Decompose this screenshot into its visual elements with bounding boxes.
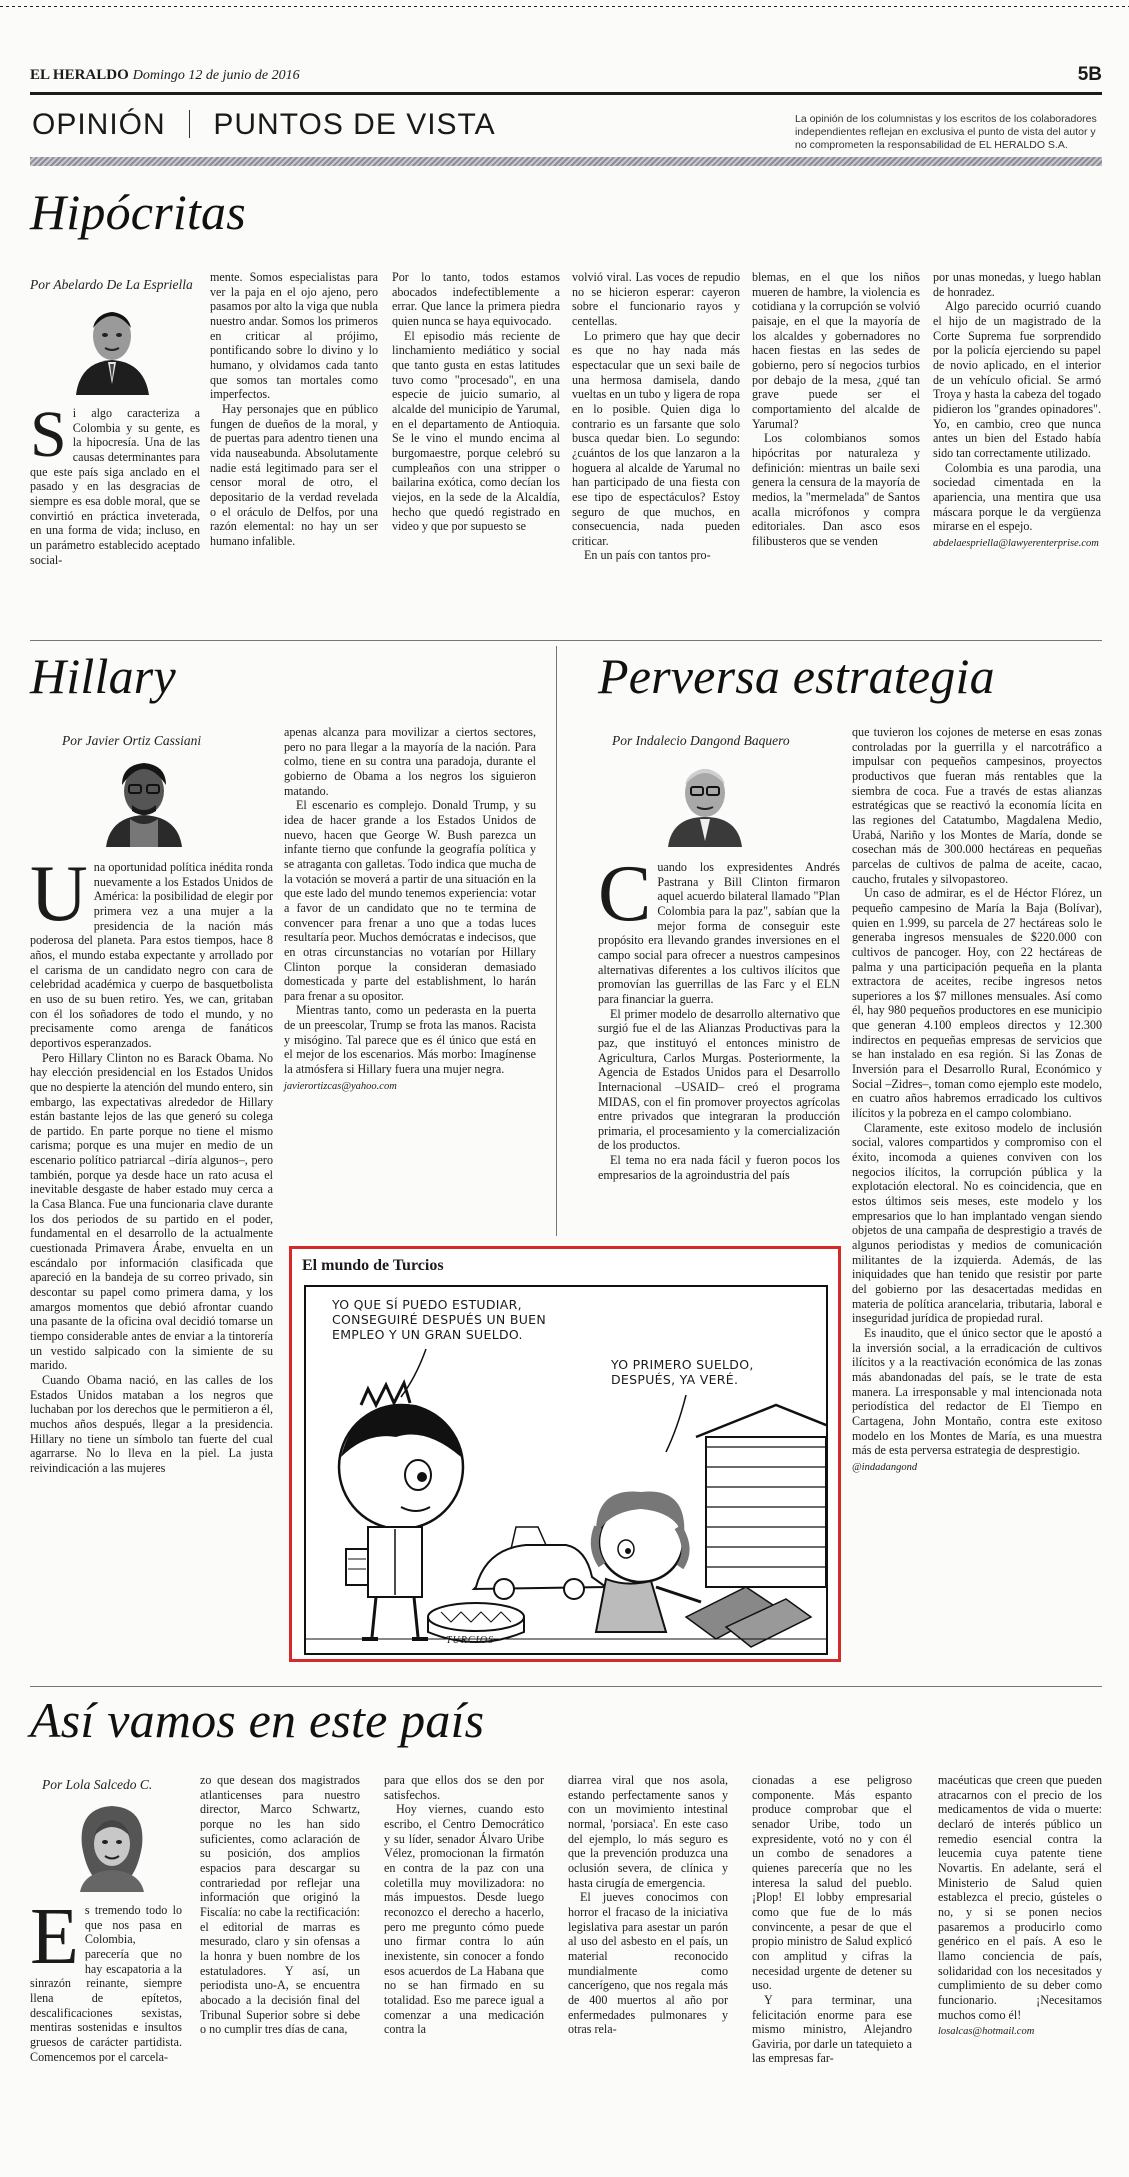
- column-hillary-2: [284, 725, 536, 1093]
- column-asi-6: [938, 1773, 1102, 2038]
- paragraph: diarrea viral que nos asola, estando perfectamente sanos y con un movimiento intestinal normal, 'porsiaca'. En este caso del ejemplo, lo más seguro es que la prevención produzca una oclusión severa, de clínica y hasta cirugía de emergencia.: [568, 1773, 728, 1890]
- headline-asi-vamos: Así vamos en este país: [30, 1692, 485, 1748]
- drop-cap: S: [30, 398, 67, 471]
- article-text: [938, 1773, 1102, 2022]
- cartoonist-signature: TURCIOS: [446, 1635, 495, 1646]
- article-text: [933, 270, 1101, 534]
- masthead: [30, 66, 300, 84]
- edition-date: Domingo 12 de junio de 2016: [132, 68, 300, 83]
- section-title: [32, 108, 496, 142]
- paragraph: Lo primero que hay que decir es que no hay nada más espectacular que un sexi baile de una hermosa damisela, dando vueltas en un tubo y ligera de ropa en lo posible. Quien diga lo contrario es un farsante que solo busca quedar bien. Lo segundo: ¿cuántos de los que lanzaron a la hoguera al alcalde de Yarumal no han participado de una fiesta con ese tipo de espectáculos? Estoy seguro de que muchos, en consecuencia, nada pueden criticar.: [572, 328, 740, 548]
- author-portrait-de-la-espriella: [70, 300, 155, 395]
- cartoon-drawing: [306, 1287, 826, 1653]
- article-text: i algo caracteriza a Colombia y su gente, es la hipocresía. Una de las causas determinantes para que este país siga anclado en el pasado y en las desgracias de siempre es esa doble moral, que se convirtió en práctica inveterada, en una forma de vida; incluso, en un parámetro establecido aceptado social-: [30, 406, 200, 567]
- headline-hillary: Hillary: [30, 648, 176, 704]
- paragraph: El tema no era nada fácil y fueron pocos los empresarios de la agroindustria del país: [598, 1153, 840, 1182]
- paragraph: por unas monedas, y luego hablan de honradez.: [933, 270, 1101, 299]
- author-email[interactable]: javierortizcas@yahoo.com: [284, 1080, 397, 1092]
- disclaimer: La opinión de los columnistas y los escritos de los colaboradores independientes reflejan en exclusiva el punto de vista del autor y no comprometen la responsabilidad de EL HERALDO S.A.: [795, 113, 1097, 151]
- byline-hillary: Por Javier Ortiz Cassiani: [62, 733, 202, 748]
- paragraph: Y para terminar, una felicitación enorme para ese mismo ministro, Alejandro Gaviria, por darle un tatequieto a las empresas far-: [752, 1992, 912, 2066]
- paragraph: Algo parecido ocurrió cuando el hijo de un magistrado de la Corte Suprema fue sorprendido por la policía ejerciendo su papel de novio aplicado, en el interior de un vehículo oficial. Se armó Troya y hasta la cabeza del togado pidieron los "grandes opinadores". Yo, en cambio, creo que nunca antes un bien del Estado había sido tan correctamente utilizado.: [933, 299, 1101, 460]
- newspaper-name: EL HERALDO: [30, 67, 129, 83]
- paragraph: El jueves conocimos con horror el fracaso de la iniciativa legislativa para asestar un parón al uso del asbesto en el país, un material reconocido mundialmente como cancerígeno, que nos regala más de 400 muertos al año por enfermedades pulmonares y otras rela-: [568, 1890, 728, 2037]
- author-portrait-salcedo: [68, 1800, 156, 1892]
- column-hipocritas-2: [210, 270, 378, 548]
- article-text: s tremendo todo lo que nos pasa en Colombia, parecería que no hay escapatoria a la sinrazón reinante, siempre llena de epítetos, descalificaciones sexistas, mentiras sostenidas e insultos gruesos de carácter partidista. Comencemos por el carcela-: [30, 1903, 182, 2064]
- masthead-rule: [30, 92, 1102, 95]
- article-text: [30, 850, 273, 1476]
- paragraph: El primer modelo de desarrollo alternativo que surgió fue el de las Alianzas Productivas para la paz, que instituyó el entonces ministro de Agricultura, Carlos Murgas. Posteriormente, la Agencia de Estados Unidos para el Desarrollo Internacional –USAID– creó el programa MIDAS, con el fin promover proyectos agrícolas entre privados que integraran la producción primaria, el procesamiento y la comercialización de los productos.: [598, 1006, 840, 1153]
- cartoon-title: El mundo de Turcios: [302, 1257, 444, 1274]
- paragraph: para que ellos dos se den por satisfechos.: [384, 1773, 544, 1802]
- paragraph: Hoy viernes, cuando esto escribo, el Centro Democrático y su líder, senador Álvaro Uribe Vélez, promocionan la firmatón en contra de la paz con una coletilla muy movilizadora: no más impuestos. Desde luego reconozco el derecho a hacerlo, pero me pregunto cómo puede uno firmar contra lo aún inexistente, sin conocer a fondo esos acuerdos de La Habana que no se han firmado en su totalidad. Eso me parece igual a comenzar a una medicación contra la: [384, 1802, 544, 2037]
- paragraph: Hay personajes que en público fungen de dueños de la moral, y de puertas para adentro tienen una vida nauseabunda. Absolutamente nadie está legitimado para ser el censor moral de otro, el depositario de la verdad revelada o el oráculo de Delfos, por una razón elemental: no hay un ser humano infalible.: [210, 401, 378, 548]
- author-portrait-ortiz-cassiani: [100, 755, 188, 847]
- subsection-name: PUNTOS DE VISTA: [213, 108, 496, 141]
- drop-cap: U: [30, 850, 88, 938]
- paragraph: zo que desean dos magistrados atlanticenses para nuestro director, Marco Schwartz, porque no les han sido suficientes, como aclaración de su posición, dos amplios espacios para descargar su contrariedad por reflejar una información que originó la Fiscalía: no cabe la rectificación: el editorial de marras es mesurado, claro y sin ofensas a la honra y buen nombre de los estatuladores. Y así, un periodista uno-A, se encuentra abocado a la decisión final del Tribunal Superior sobre si debe o no cumplir tres días de cana,: [200, 1773, 360, 2037]
- paragraph: El escenario es complejo. Donald Trump, y su idea de hacer grande a los Estados Unidos de nuevo, hacen que George W. Bush parezca un infante tierno que confunde la geografía política y se atraganta con galletas. Todo indica que mucha de la votación se moverá a partir de una situación en la que este lado del mundo tenemos experiencia: votar a favor de un candidato que no te termina de convencer para frenar a uno que a todas luces resultaría peor. Muchos demócratas e indecisos, que en otras circunstancias no votarían por Hillary Clinton porque la consideran demasiado domesticada y parte del establishment, lo harán para frenar a su opositor.: [284, 798, 536, 1003]
- paragraph: Colombia es una parodia, una sociedad cimentada en la apariencia, una mentira que usa máscara porque le da vergüenza mirarse en el espejo.: [933, 460, 1101, 534]
- section-band: [30, 157, 1102, 166]
- column-perversa-2: [852, 725, 1102, 1474]
- paragraph: Los colombianos somos hipócritas por naturaleza y definición: mientras un baile sexi genera la censura de la mayoría de medios, la "mermelada" de Santos acalla micrófonos y compra editoriales. Dan asco esos filibusteros que se venden: [752, 431, 920, 548]
- page-number: 5B: [1077, 64, 1102, 85]
- column-hillary-1: [30, 850, 273, 1476]
- cartoon-box: [289, 1246, 841, 1662]
- paragraph: macéuticas que creen que pueden atracarnos con el precio de los medicamentos de vida o muerte: declaró de interés público un remedio esencial contra la leucemia cuya patente tiene Novartis. En adelante, será el Ministerio de Salud quien establezca el precio, gústeles o no, y si se ponen necios pasaremos a producirlo como genérico en el país. A eso le llamo conciencia de país, solidaridad con los necesitados y cumplimiento de su deber como funcionario. ¡Necesitamos muchos como él!: [938, 1773, 1102, 2022]
- section-name: OPINIÓN: [32, 108, 166, 141]
- paragraph: volvió viral. Las voces de repudio no se hicieron esperar: cayeron sobre el funcionario rayos y centellas.: [572, 270, 740, 328]
- paragraph: na oportunidad política inédita ronda nuevamente a los Estados Unidos de América: la posibilidad de elegir por primera vez a una mujer a la presidencia de la nación más poderosa del planeta. Para estos tiempos, hace 8 años, el mundo estaba expectante y arrollado por el carisma de un candidato negro con cara de celebridad académica y cuerpo de basquetbolista en uso de su buen retiro. Yes, we can, gritaban con él los soñadores de todo el mundo, y no precisamente como arenga de fanáticos deportivos esperanzados.: [30, 860, 273, 1050]
- column-hipocritas-5: [752, 270, 920, 548]
- column-asi-5: [752, 1773, 912, 2066]
- paragraph: Pero Hillary Clinton no es Barack Obama. No hay elección presidencial en los Estados Unidos que no despierte la atención del mundo entero, sin embargo, las expectativas alrededor de Hillary están bastante lejos de las que generó su colega de partido. En parte porque no tiene el mismo carisma; porque es una mujer en medio de un escenario político patriarcal –diría algunos–, pero también, porque ya desde hace un rato acusa el inevitable desgaste de haber estado muy cerca a la Casa Blanca. Fue una funcionaria clave durante los dos periodos de su partido en el poder, fundamental en el desarrollo de la actualmente cuestionada Primavera Árabe, envuelta en un escándalo por información clasificada que apareció en la bandeja de su correo privado, sin descontar su papel como primera dama, y los amargos momentos que debió afrontar cuando una pasante de la oficina oval decidió tomarse un tiempo considerable antes de enviar a la tintorería un vestido salpicado con la simiente de su marido.: [30, 1050, 273, 1373]
- paragraph: Mientras tanto, como un pederasta en la puerta de un preescolar, Trump se frota las manos. Racista y misógino. Tal parece que es él único que está en el mejor de los escenarios. Más morbo: Imagínense la atmósfera si Hillary fuera una mujer negra.: [284, 1003, 536, 1077]
- paragraph: En un país con tantos pro-: [584, 548, 711, 563]
- section-divider: [189, 110, 190, 138]
- paragraph: mente. Somos especialistas para ver la paja en el ojo ajeno, pero pasamos por alto la viga que nubla nuestro andar. Somos los primeros en criticar al prójimo, pontificando sobre lo divino y lo humano, y olvidamos cada tanto que somos tan mortales como imperfectos.: [210, 270, 378, 402]
- paragraph: Claramente, este exitoso modelo de inclusión social, valores compartidos y compromiso con el éxito, incomoda a quienes conviven con los negocios ilícitos, la corrupción pública y la explotación electoral. No es coincidencia, que en estos últimos seis meses, este modelo y los empresarios que lo han implantado vengan siendo objetos de una campaña de desprestigio a través de algunos periodistas y medios de comunicación militantes de la izquierda. Además, de las iniquidades que han tenido que resistir por parte del gobierno por las desacertadas medidas en materia de política arancelaria, tributaria, laboral e inseguridad jurídica de propiedad rural.: [852, 1120, 1102, 1326]
- separator: [30, 1686, 1102, 1687]
- column-hipocritas-1: [30, 398, 200, 567]
- paragraph: uando los expresidentes Andrés Pastrana y Bill Clinton firmaron aquel acuerdo bilateral llamado "Plan Colombia para la paz", sabían que la mejor forma de conseguir este propósito era llevando grandes inversiones en el campo social para ofrecer a nuestros campesinos alternativas diferentes a los cultivos ilícitos que promovían las guerrillas de las Farc y el ELN para financiar la guerra.: [598, 860, 840, 1006]
- byline-perversa: Por Indalecio Dangond Baquero: [612, 733, 790, 748]
- column-perversa-1: [598, 850, 840, 1182]
- column-asi-3: [384, 1773, 544, 2037]
- paragraph: blemas, en el que los niños mueren de hambre, la violencia es cotidiana y la corrupción se volvió paisaje, en el que la mayoría de los alcaldes y gobernadores no hacen fiestas en las sedes de gobierno, pero sí negocios turbios por debajo de la mesa, ¿qué tan grave puede ser el comportamiento del alcalde de Yarumal?: [752, 270, 920, 431]
- author-email[interactable]: @indadangond: [852, 1461, 918, 1473]
- column-hipocritas-3: [392, 270, 560, 534]
- paragraph: apenas alcanza para movilizar a ciertos sectores, pero no para llegar a la mayoría de la nación. Para colmo, tiene en su contra una paradoja, durante el gobierno de Obama a los negros los siguieron matando.: [284, 725, 536, 798]
- paragraph: que tuvieron los cojones de meterse en esas zonas controladas por la guerrilla y el narcotráfico a impulsar con pequeños campesinos, proyectos productivos que fueran más rentables que la siembra de coca. Fue a través de estas alianzas estratégicas que se reactivó la economía lícita en las regiones del Catatumbo, Magdalena Medio, Urabá, Nariño y los Montes de María, donde se cosechan más de 300.000 hectáreas en pequeñas parcelas de cultivos de palma de aceite, cacao, caucho, frutales y silvopastoreo.: [852, 725, 1102, 886]
- paragraph: Por lo tanto, todos estamos abocados indefectiblemente a errar. Que lance la primera piedra quien nunca se haya equivocado.: [392, 270, 560, 328]
- article-text: [852, 725, 1102, 1458]
- headline-hipocritas: Hipócritas: [30, 184, 246, 240]
- separator: [30, 640, 1102, 641]
- author-email[interactable]: abdelaespriella@lawyerenterprise.com: [933, 537, 1099, 549]
- author-portrait-dangond: [662, 755, 748, 847]
- cartoon-panel: [304, 1285, 828, 1655]
- article-text: [284, 725, 536, 1077]
- column-asi-2: [200, 1773, 360, 2037]
- column-hipocritas-4: [572, 270, 740, 563]
- byline-asi-vamos: Por Lola Salcedo C.: [42, 1777, 153, 1792]
- speech-bubble-girl: YO PRIMERO SUELDO, DESPUÉS, YA VERÉ.: [611, 1357, 754, 1387]
- paragraph: cionadas a ese peligroso componente. Más espanto produce comprobar que el senador Uribe, todo un expresidente, votó no y con él un combo de senadores a quienes parecería que no les interesa la salud del pueblo. ¡Plop! El lobby empresarial como que fue de lo más convincente, a pesar de que el propio ministro de Salud explicó con amplitud y cifras la necesidad urgente de detener su uso.: [752, 1773, 912, 1993]
- paragraph: El episodio más reciente de linchamiento mediático y social que tanto gusta en estas latitudes tuvo como "procesado", en una especie de juicio sumario, al alcalde del municipio de Yarumal, en el departamento de Antioquia. Se le vino el mundo encima al burgomaestre, porque celebró su cumpleaños con una stripper o bailarina exótica, como decían los viejos, en la sede de la Alcaldía, hecho que quedó registrado en video y que por supuesto se: [392, 328, 560, 534]
- paragraph: Cuando Obama nació, en las calles de los Estados Unidos mataban a los negros que luchaban por los derechos que le permitieron a él, muchos años después, llegar a la presidencia. Hillary no tiene un símbolo tan fuerte del cual agarrarse. No lo lleva en la piel. La justa reivindicación a las mujeres: [30, 1372, 273, 1475]
- separator: [556, 646, 557, 1236]
- top-dotted-rule: [0, 6, 1129, 7]
- author-email[interactable]: losalcas@hotmail.com: [938, 2026, 1035, 2038]
- headline-perversa: Perversa estrategia: [598, 648, 995, 704]
- paragraph: Es inaudito, que el único sector que le apostó a la inversión social, a la erradicación de cultivos ilícitos y a la reactivación económica de las zonas más abandonadas del país, se le trate de esta manera. La irresponsable y mal intencionada nota periodística del redactor de El Tiempo en Cartagena, John Montaño, contra este exitoso modelo en los Montes de María, es una muestra más de esta perversa estrategia de desprestigio.: [852, 1325, 1102, 1458]
- drop-cap: E: [30, 1893, 79, 1981]
- column-asi-4: [568, 1773, 728, 2037]
- byline-hipocritas: Por Abelardo De La Espriella: [30, 277, 193, 292]
- speech-bubble-boy: YO QUE SÍ PUEDO ESTUDIAR, CONSEGUIRÉ DESPUÉS UN BUEN EMPLEO Y UN GRAN SUELDO.: [332, 1297, 547, 1342]
- column-hipocritas-6: [933, 270, 1101, 550]
- paragraph: Un caso de admirar, es el de Héctor Flórez, un pequeño campesino de María la Baja (Bolívar), quien en 1.999, su parcela de 27 hectáreas solo le generaba ingresos mensuales de $220.000 con cultivos de pancoger. Hoy, con 22 hectáreas de palma y una participación pequeña en la planta extractora de aceites, recibe ingresos netos superiores a los $7 millones mensuales. Así como él, hay 980 pequeños productores en ese municipio que generan 4.100 empleos directos y 12.300 indirectos en pequeñas empresas de servicios que se han instalado en esa región. Si las Zonas de Inversión para el Desarrollo Rural, Económico y Social –Zidres–, toman como ejemplo este modelo, en cuatro años habremos erradicado los cultivos ilícitos y la pobreza en el campo colombiano.: [852, 886, 1102, 1121]
- drop-cap: C: [598, 850, 652, 938]
- column-asi-1: [30, 1893, 182, 2064]
